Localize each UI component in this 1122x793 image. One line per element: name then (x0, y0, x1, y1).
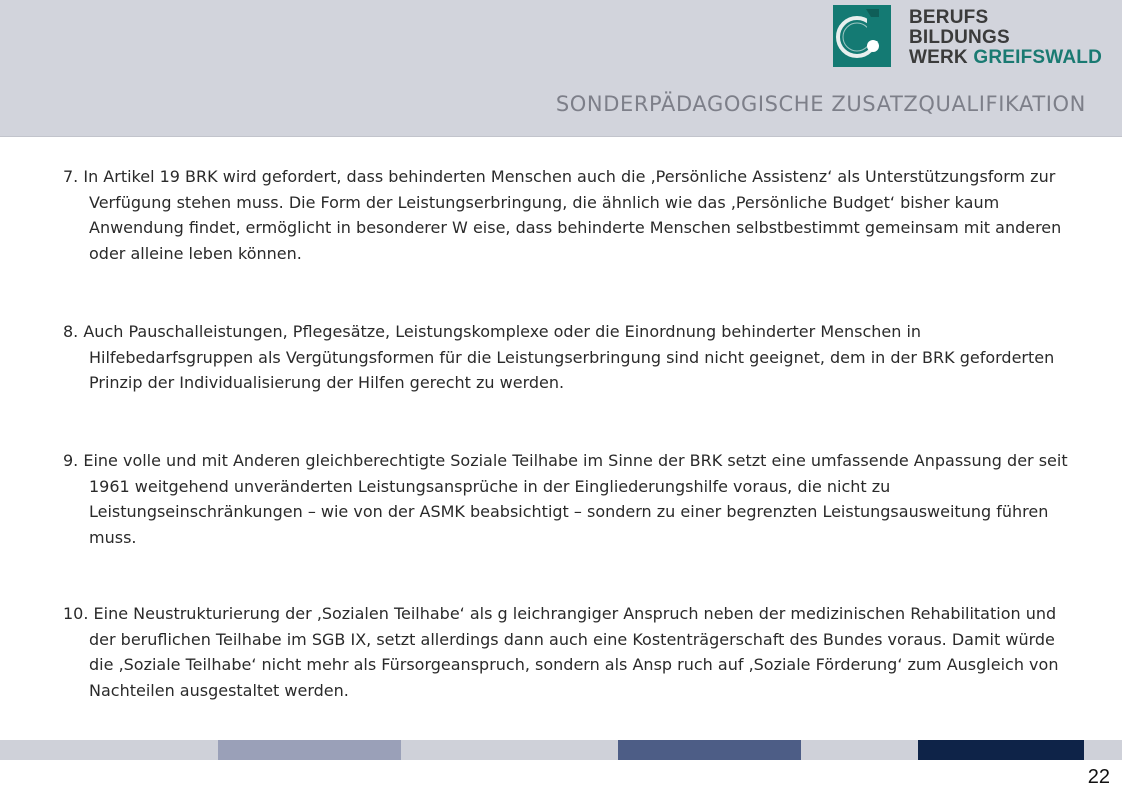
point-8: 8. Auch Pauschalleistungen, Pflegesätze, Leistungskomplexe oder die Einordnung behinderter Menschen in Hilfebedarfsgruppen als Vergütungsformen für die Leistungserbringung sind nicht geeignet, dem in der BRK geforderten Prinzip der Individualisierung der Hilfen gerecht zu werden. (63, 322, 1055, 392)
logo-line-1: BERUFS (909, 7, 989, 28)
logo-line-3-greifswald: GREIFSWALD (973, 47, 1103, 68)
logo-mark-icon (833, 5, 891, 67)
point-9: 9. Eine volle und mit Anderen gleichberechtigte Soziale Teilhabe im Sinne der BRK setzt eine umfassende Anpassung der seit 1961 weitgehend unveränderten Leistungsansprüche in der Eingliederungshilfe voraus, die nicht zu Leistungseinschränkungen – wie von der ASMK beabsichtigt – sondern zu einer begrenzten Leistungsausweitung führen muss. (63, 451, 1068, 547)
logo-line-3-werk: WERK (909, 47, 968, 68)
footer-band (0, 740, 1122, 760)
footer-segment-light (218, 740, 401, 760)
header-band (0, 0, 1122, 137)
logo-line-3 (909, 48, 1102, 68)
logo-text (909, 8, 1102, 68)
footer-segment-dark (918, 740, 1084, 760)
footer-segment-medium (618, 740, 801, 760)
slide-title: SONDERPÄDAGOGISCHE ZUSATZQUALIFIKATION (555, 92, 1086, 116)
page-number: 22 (1087, 766, 1110, 788)
bbw-logo (833, 5, 1122, 73)
point-10: 10. Eine Neustrukturierung der ‚Sozialen Teilhabe‘ als g leichrangiger Anspruch neben der medizinischen Rehabilitation und der beruflichen Teilhabe im SGB IX, setzt allerdings dann auch eine Kostenträgerschaft des Bundes voraus. Damit würde die ‚Soziale Teilhabe‘ nicht mehr als Fürsorgeanspruch, sondern als Ansp ruch auf ‚Soziale Förderung‘ zum Ausgleich von Nachteilen ausgestaltet werden. (63, 604, 1059, 700)
logo-line-2: BILDUNGS (909, 27, 1010, 48)
point-7: 7. In Artikel 19 BRK wird gefordert, dass behinderten Menschen auch die ‚Persönliche Assistenz‘ als Unterstützungsform zur Verfügung stehen muss. Die Form der Leistungserbringung, die ähnlich wie das ‚Persönliche Budget‘ bisher kaum Anwendung findet, ermöglicht in besonderer W eise, dass behinderte Menschen selbstbestimmt gemeinsam mit anderen oder alleine leben können. (63, 167, 1062, 263)
